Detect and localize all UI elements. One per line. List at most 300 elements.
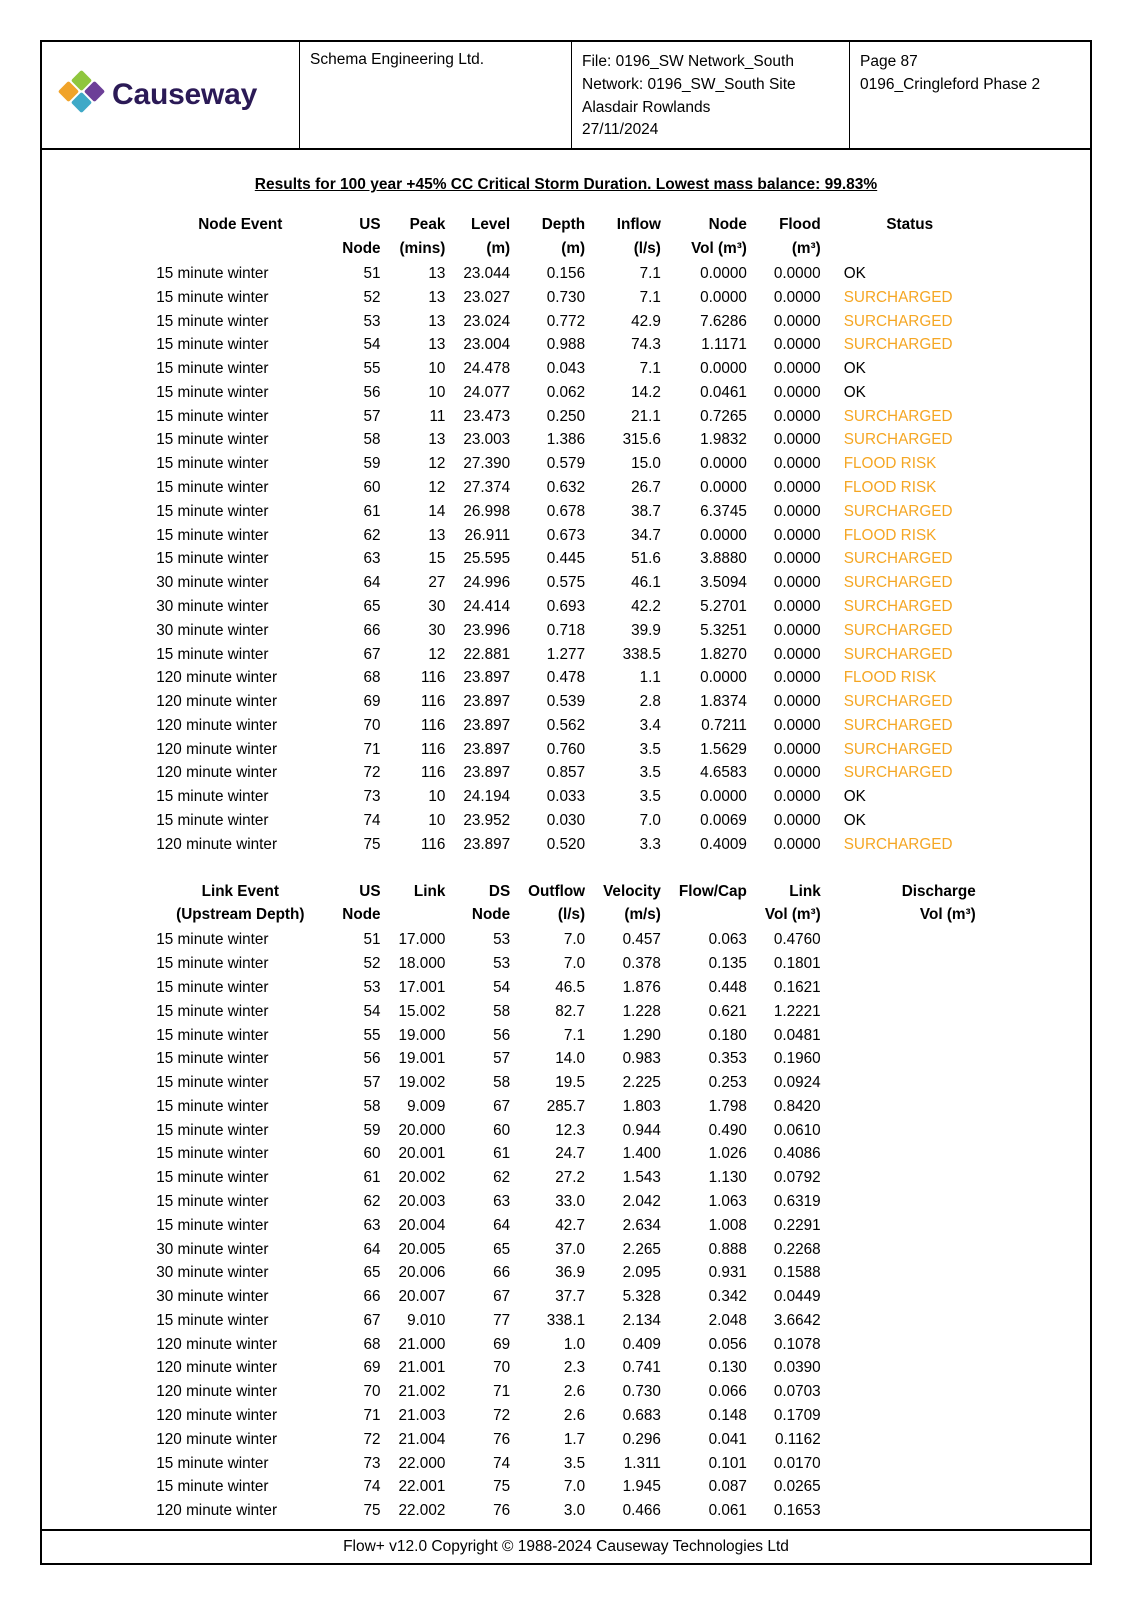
table-cell: 65 [363, 597, 381, 615]
column-header: (l/s) [633, 240, 661, 258]
table-cell: 0.944 [622, 1121, 661, 1139]
column-header: Outflow [528, 882, 586, 900]
table-cell: 64 [363, 574, 381, 592]
column-header: Link [789, 882, 821, 900]
table-cell: 0.931 [708, 1264, 747, 1282]
column-header: Depth [541, 216, 586, 234]
table-cell: 15.0 [631, 455, 661, 473]
node-table-row [147, 595, 984, 619]
table-cell: 19.002 [398, 1074, 446, 1092]
table-cell: 120 minute winter [156, 693, 278, 711]
table-cell: 0.1621 [773, 978, 821, 996]
table-cell: 15 minute winter [156, 312, 269, 330]
table-cell: 120 minute winter [156, 740, 278, 758]
table-cell: 3.0 [563, 1502, 586, 1520]
table-cell: 23.897 [463, 693, 511, 711]
table-cell: 7.6286 [700, 312, 747, 330]
table-cell: 75 [493, 1478, 511, 1496]
table-cell [830, 1071, 985, 1095]
table-cell: 13 [428, 431, 446, 449]
table-cell: 13 [428, 336, 446, 354]
table-cell: 9.010 [407, 1311, 446, 1329]
table-cell: 74.3 [631, 336, 661, 354]
table-cell: 70 [493, 1359, 511, 1377]
table-cell [830, 1142, 985, 1166]
table-cell: 72 [363, 764, 381, 782]
table-cell: 23.003 [463, 431, 511, 449]
link-table-row [147, 1333, 984, 1357]
table-cell: 120 minute winter [156, 1430, 278, 1448]
table-cell: 12 [428, 645, 446, 663]
table-cell: 0.0000 [773, 621, 821, 639]
table-cell: 0.0703 [773, 1383, 821, 1401]
table-cell: 3.4 [639, 716, 661, 734]
table-cell: 26.7 [631, 479, 661, 497]
table-cell: 120 minute winter [156, 1383, 278, 1401]
status-badge: SURCHARGED [843, 288, 953, 306]
status-badge: OK [843, 811, 866, 829]
logo-wordmark: Causeway [112, 78, 258, 112]
table-cell: 38.7 [631, 502, 661, 520]
table-cell: 0.0265 [773, 1478, 821, 1496]
table-cell: 22.001 [398, 1478, 446, 1496]
table-cell: 5.3251 [700, 621, 747, 639]
link-table-row [147, 952, 984, 976]
table-cell: 5.2701 [700, 597, 747, 615]
table-cell: 7.1 [639, 265, 661, 282]
table-cell: 0.0000 [773, 455, 821, 473]
table-cell: 116 [420, 764, 446, 782]
table-cell: 63 [363, 550, 381, 568]
table-cell: 27.2 [555, 1169, 586, 1187]
column-header: (m) [486, 240, 511, 258]
table-cell: 66 [363, 1288, 381, 1306]
table-cell: 0.0000 [773, 360, 821, 378]
table-cell: 2.3 [563, 1359, 586, 1377]
table-cell: 2.095 [622, 1264, 661, 1282]
column-header: Link Event [201, 882, 279, 900]
table-cell: 15 minute winter [156, 1145, 269, 1163]
table-cell: 24.7 [555, 1145, 586, 1163]
table-cell: 0.0449 [773, 1288, 821, 1306]
table-cell: 14.2 [631, 383, 661, 401]
table-cell: 15 minute winter [156, 1097, 269, 1115]
table-cell: 23.044 [463, 265, 511, 282]
table-cell: 17.001 [398, 978, 446, 996]
table-cell: 0.030 [546, 811, 586, 829]
status-badge: SURCHARGED [843, 550, 953, 568]
table-cell [830, 1190, 985, 1214]
table-cell: 0.0481 [773, 1026, 821, 1044]
table-cell: 0.148 [708, 1407, 747, 1425]
table-cell: 9.009 [407, 1097, 446, 1115]
table-cell: 23.897 [463, 740, 511, 758]
table-cell: 0.0000 [773, 811, 821, 829]
column-header: (m³) [791, 240, 821, 258]
table-cell: 1.9832 [700, 431, 747, 449]
network-line: Network: 0196_SW_South Site [582, 75, 796, 93]
table-cell: 0.1801 [773, 955, 821, 973]
table-cell: 73 [363, 1454, 381, 1472]
table-cell: 7.0 [639, 811, 661, 829]
link-table-row [147, 1000, 984, 1024]
table-cell: 15 minute winter [156, 1454, 269, 1472]
table-cell: 15 minute winter [156, 550, 269, 568]
table-cell: 116 [420, 716, 446, 734]
table-cell: 0.135 [708, 955, 747, 973]
table-cell: 120 minute winter [156, 716, 278, 734]
table-cell: 20.002 [398, 1169, 446, 1187]
table-cell: 30 minute winter [156, 597, 269, 615]
table-cell: 13 [428, 526, 446, 544]
table-cell: 0.0000 [773, 407, 821, 425]
table-cell: 24.077 [463, 383, 511, 401]
table-cell: 54 [493, 978, 511, 996]
column-header: (Upstream Depth) [176, 906, 305, 924]
column-header: Node [471, 906, 511, 924]
table-cell: 25.595 [463, 550, 511, 568]
table-cell: 65 [493, 1240, 511, 1258]
table-cell: 1.008 [708, 1216, 747, 1234]
table-cell [830, 1380, 985, 1404]
table-cell: 23.004 [463, 336, 511, 354]
table-cell: 17.000 [398, 931, 446, 949]
table-cell: 75 [363, 835, 381, 853]
table-cell: 1.5629 [700, 740, 747, 758]
table-cell: 22.002 [398, 1502, 446, 1520]
table-cell: 24.478 [463, 360, 511, 378]
link-table-header-row-2 [147, 904, 984, 928]
table-cell: 68 [363, 1335, 381, 1353]
link-table-row [147, 1356, 984, 1380]
table-cell: 116 [420, 693, 446, 711]
column-header [390, 904, 455, 928]
table-cell: 116 [420, 669, 446, 687]
table-cell: 0.741 [622, 1359, 661, 1377]
table-cell [830, 1452, 985, 1476]
table-cell: 0.520 [546, 835, 586, 853]
table-cell: 57 [493, 1050, 511, 1068]
status-badge: OK [843, 265, 866, 282]
table-cell: 10 [428, 788, 446, 806]
status-badge: SURCHARGED [843, 597, 953, 615]
link-table-row [147, 1261, 984, 1285]
table-cell: 0.730 [546, 288, 586, 306]
table-cell: 15 minute winter [156, 336, 269, 354]
table-cell: 71 [363, 1407, 381, 1425]
column-header: Flood [779, 216, 821, 234]
table-spacer [147, 857, 984, 881]
table-cell: 0.130 [708, 1359, 747, 1377]
table-cell: 0.156 [546, 265, 586, 282]
node-table-row [147, 785, 984, 809]
table-cell: 0.253 [708, 1074, 747, 1092]
table-cell: 12.3 [555, 1121, 586, 1139]
table-cell: 0.457 [622, 931, 661, 949]
table-cell: 53 [363, 312, 381, 330]
table-cell: 56 [493, 1026, 511, 1044]
node-table-row [147, 262, 984, 286]
table-cell: 0.043 [546, 360, 586, 378]
table-cell: 51.6 [631, 550, 661, 568]
table-cell: 15 minute winter [156, 455, 269, 473]
table-cell: 3.5094 [700, 574, 747, 592]
table-cell: 0.621 [708, 1002, 747, 1020]
table-cell: 42.2 [631, 597, 661, 615]
status-badge: OK [843, 383, 866, 401]
table-cell: 1.8374 [700, 693, 747, 711]
table-cell: 20.004 [398, 1216, 446, 1234]
table-cell: 71 [363, 740, 381, 758]
status-badge: SURCHARGED [843, 336, 953, 354]
table-cell: 12 [428, 479, 446, 497]
link-table-header-row-1 [147, 881, 984, 905]
table-cell: 37.0 [555, 1240, 586, 1258]
table-cell: 55 [363, 1026, 381, 1044]
status-badge: FLOOD RISK [843, 669, 937, 687]
table-cell: 0.062 [546, 383, 586, 401]
table-cell: 0.0000 [700, 455, 747, 473]
table-cell: 46.1 [631, 574, 661, 592]
link-table-row [147, 1428, 984, 1452]
status-badge: SURCHARGED [843, 716, 953, 734]
file-info [572, 42, 850, 148]
results-title: Results for 100 year +45% CC Critical Storm Duration. Lowest mass balance: 99.83% [254, 176, 878, 194]
table-cell: 0.4009 [700, 835, 747, 853]
table-cell: 58 [363, 1097, 381, 1115]
table-cell: 15 minute winter [156, 1074, 269, 1092]
table-cell: 15 [428, 550, 446, 568]
page-number: Page 87 [860, 53, 918, 70]
status-badge: SURCHARGED [843, 835, 953, 853]
table-cell: 0.0390 [773, 1359, 821, 1377]
table-cell: 10 [428, 811, 446, 829]
table-cell: 58 [493, 1074, 511, 1092]
table-cell: 10 [428, 383, 446, 401]
table-cell: 51 [363, 265, 381, 282]
node-table-row [147, 809, 984, 833]
table-cell: 15 minute winter [156, 288, 269, 306]
node-table-row [147, 476, 984, 500]
table-cell [830, 1095, 985, 1119]
table-cell: 20.005 [398, 1240, 446, 1258]
table-cell: 15 minute winter [156, 1311, 269, 1329]
table-cell: 1.130 [708, 1169, 747, 1187]
column-header: Status [886, 216, 934, 234]
table-cell: 58 [493, 1002, 511, 1020]
table-cell: 15 minute winter [156, 407, 269, 425]
link-table-row [147, 1166, 984, 1190]
table-cell: 0.101 [708, 1454, 747, 1472]
table-cell: 15 minute winter [156, 811, 269, 829]
table-cell: 15 minute winter [156, 1050, 269, 1068]
table-cell: 66 [493, 1264, 511, 1282]
node-table-row [147, 833, 984, 857]
table-cell: 15 minute winter [156, 360, 269, 378]
table-cell: 0.1653 [773, 1502, 821, 1520]
table-cell: 64 [363, 1240, 381, 1258]
document-header [42, 42, 1090, 150]
document-frame [40, 40, 1092, 1565]
table-cell: 338.5 [622, 645, 661, 663]
table-cell: 15 minute winter [156, 265, 269, 282]
link-table-row [147, 1142, 984, 1166]
link-table-row [147, 1190, 984, 1214]
table-cell: 64 [493, 1216, 511, 1234]
table-cell: 0.0000 [773, 835, 821, 853]
table-cell: 42.9 [631, 312, 661, 330]
table-cell: 120 minute winter [156, 835, 278, 853]
table-cell: 63 [493, 1193, 511, 1210]
column-header: Flow/Cap [678, 882, 747, 900]
table-cell: 18.000 [398, 955, 446, 973]
table-cell: 11 [429, 407, 446, 425]
table-cell: 15 minute winter [156, 431, 269, 449]
table-cell: 0.1709 [773, 1407, 821, 1425]
table-cell: 7.1 [639, 288, 661, 306]
node-table-header-row-2 [147, 238, 984, 262]
table-cell: 0.4086 [773, 1145, 821, 1163]
table-cell: 1.2221 [773, 1002, 821, 1020]
table-cell: 53 [363, 978, 381, 996]
link-table-row [147, 1214, 984, 1238]
table-cell: 1.290 [622, 1026, 661, 1044]
table-cell: 0.0610 [773, 1121, 821, 1139]
table-cell: 22.000 [398, 1454, 446, 1472]
table-cell: 0.0000 [773, 645, 821, 663]
table-cell: 30 minute winter [156, 1288, 269, 1306]
table-cell: 1.1 [639, 669, 661, 687]
link-table-row [147, 976, 984, 1000]
table-cell: 0.1960 [773, 1050, 821, 1068]
status-badge: OK [843, 788, 866, 806]
table-cell: 0.0000 [773, 693, 821, 711]
table-cell: 1.7 [563, 1430, 586, 1448]
table-cell: 120 minute winter [156, 1335, 278, 1353]
table-cell [830, 952, 985, 976]
table-cell: 0.8420 [773, 1097, 821, 1115]
link-table-row [147, 1047, 984, 1071]
table-cell: 15 minute winter [156, 1193, 269, 1210]
table-cell: 15 minute winter [156, 383, 269, 401]
table-cell: 15 minute winter [156, 788, 269, 806]
table-cell: 1.803 [622, 1097, 661, 1115]
table-cell: 74 [363, 1478, 381, 1496]
table-cell: 15 minute winter [156, 955, 269, 973]
table-cell [830, 1119, 985, 1143]
table-cell: 0.0461 [700, 383, 747, 401]
table-cell: 1.8270 [700, 645, 747, 663]
table-cell: 0.6319 [773, 1193, 821, 1210]
table-cell: 23.897 [463, 835, 511, 853]
table-cell: 0.579 [546, 455, 586, 473]
table-cell: 7.1 [563, 1026, 586, 1044]
node-table-row [147, 452, 984, 476]
table-cell: 67 [493, 1097, 511, 1115]
table-cell: 0.575 [546, 574, 586, 592]
file-line: File: 0196_SW Network_South [582, 53, 794, 70]
table-cell [830, 1499, 985, 1523]
table-cell: 1.876 [622, 978, 661, 996]
table-cell: 30 minute winter [156, 1264, 269, 1282]
page-info [850, 42, 1090, 148]
column-header: Node Event [198, 216, 283, 234]
table-cell: 0.4760 [773, 931, 821, 949]
node-table-header-row-1 [147, 214, 984, 238]
spacer-cell [147, 857, 984, 881]
link-table-row [147, 1024, 984, 1048]
table-cell: 0.693 [546, 597, 586, 615]
table-cell: 20.000 [398, 1121, 446, 1139]
table-cell: 1.386 [546, 431, 586, 449]
table-cell: 19.000 [398, 1026, 446, 1044]
table-cell: 21.1 [631, 407, 661, 425]
status-badge: FLOOD RISK [843, 526, 937, 544]
table-cell: 0.296 [622, 1430, 661, 1448]
table-cell: 46.5 [555, 978, 586, 996]
table-cell: 69 [363, 693, 381, 711]
column-header [670, 904, 756, 928]
table-cell: 0.632 [546, 479, 586, 497]
table-cell: 2.8 [639, 693, 661, 711]
node-table-row [147, 286, 984, 310]
table-cell: 12 [428, 455, 446, 473]
table-cell: 0.0000 [773, 669, 821, 687]
table-cell: 23.897 [463, 764, 511, 782]
table-cell: 74 [493, 1454, 511, 1472]
column-header: (mins) [399, 240, 446, 258]
table-cell: 30 minute winter [156, 621, 269, 639]
table-cell: 0.983 [622, 1050, 661, 1068]
table-cell: 0.0000 [773, 265, 821, 282]
table-cell: 14 [428, 502, 446, 520]
table-cell: 15 minute winter [156, 645, 269, 663]
table-cell: 0.0000 [773, 764, 821, 782]
table-cell [830, 1356, 985, 1380]
table-cell: 0.056 [708, 1335, 747, 1353]
table-cell: 53 [493, 931, 511, 949]
table-cell: 21.004 [398, 1430, 446, 1448]
table-cell: 0.0000 [700, 526, 747, 544]
node-table-row [147, 619, 984, 643]
table-cell: 1.400 [622, 1145, 661, 1163]
table-cell: 116 [420, 740, 446, 758]
table-cell: 0.0000 [773, 740, 821, 758]
status-badge: FLOOD RISK [843, 455, 937, 473]
node-table-row [147, 643, 984, 667]
table-cell: 1.798 [708, 1097, 747, 1115]
status-badge: SURCHARGED [843, 693, 953, 711]
table-cell: 59 [363, 455, 381, 473]
table-cell: 15 minute winter [156, 978, 269, 996]
table-cell: 0.0000 [700, 479, 747, 497]
table-cell: 15 minute winter [156, 931, 269, 949]
table-cell: 2.6 [563, 1407, 586, 1425]
link-table-row [147, 1071, 984, 1095]
table-cell: 120 minute winter [156, 1359, 278, 1377]
table-cell: 7.1 [639, 360, 661, 378]
table-cell: 27.374 [463, 479, 511, 497]
table-cell: 0.2291 [773, 1216, 821, 1234]
table-cell: 1.063 [708, 1193, 747, 1210]
column-header: US [359, 216, 381, 234]
column-header: Node [342, 906, 381, 924]
table-cell: 63 [363, 1216, 381, 1234]
table-cell: 72 [363, 1430, 381, 1448]
column-header: Node [342, 240, 381, 258]
table-cell: 20.001 [398, 1145, 446, 1163]
table-cell: 2.265 [622, 1240, 661, 1258]
